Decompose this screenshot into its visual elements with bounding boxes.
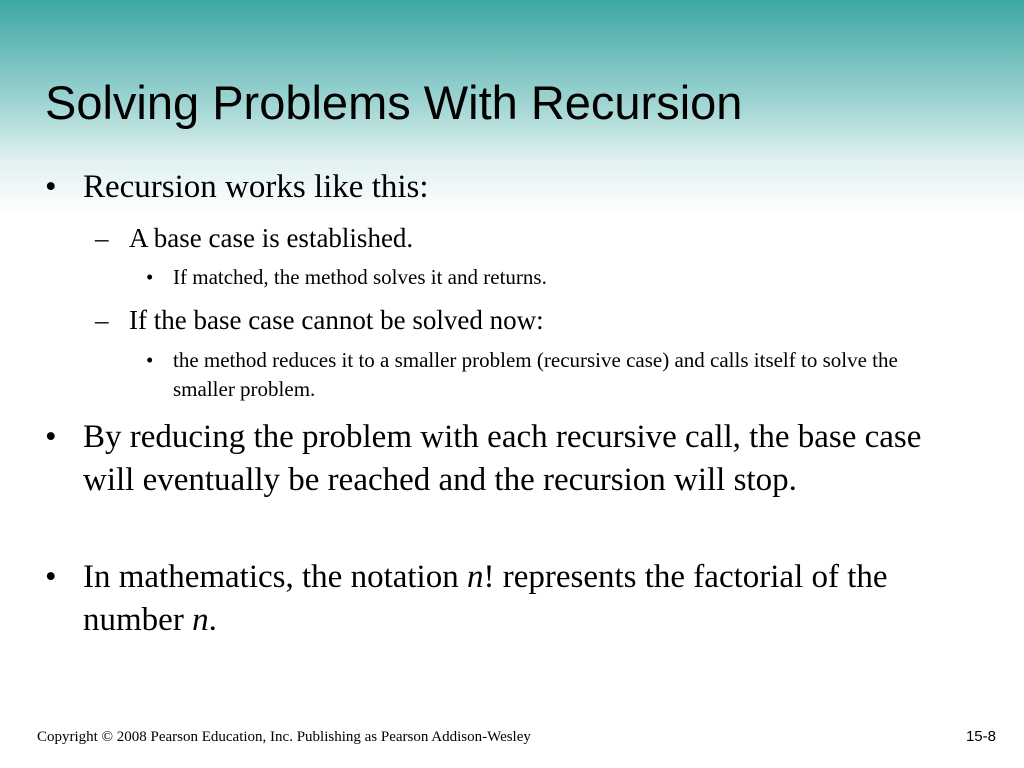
bullet-marker: • (45, 169, 57, 205)
bullet-level3 (146, 346, 966, 406)
text-run: ! represents the factorial of the number (83, 559, 888, 638)
text-run: In mathematics, the notation (83, 559, 467, 595)
bullet-marker: • (45, 559, 57, 595)
bullet-text (83, 556, 963, 642)
bullet-level3 (146, 263, 946, 292)
copyright-footer: Copyright © 2008 Pearson Education, Inc. Publishing as Pearson Addison-Wesley (37, 729, 531, 745)
bullet-text: the method reduces it to a smaller problem (recursive case) and calls itself to solve the smaller problem. (173, 348, 898, 401)
bullet-marker: • (45, 419, 57, 455)
text-run: . (208, 602, 217, 638)
bullet-level1 (45, 166, 965, 209)
bullet-text: By reducing the problem with each recursive call, the base case will eventually be reached and the recursion will stop. (83, 419, 922, 498)
bullet-level2 (95, 221, 895, 255)
dash-marker: – (95, 305, 109, 335)
variable-n: n (192, 602, 209, 638)
page-number: 15-8 (965, 728, 996, 745)
bullet-text: A base case is established. (129, 223, 414, 253)
variable-n: n (466, 559, 484, 595)
slide-title: Solving Problems With Recursion (45, 76, 743, 129)
bullet-level2 (95, 303, 895, 337)
bullet-marker: • (146, 265, 154, 289)
dash-marker: – (95, 223, 109, 253)
bullet-text: If the base case cannot be solved now: (129, 305, 544, 335)
bullet-level1 (45, 416, 975, 546)
bullet-text: If matched, the method solves it and returns. (173, 265, 547, 289)
bullet-marker: • (146, 348, 154, 372)
bullet-level1 (45, 556, 975, 646)
bullet-text: Recursion works like this: (83, 169, 429, 205)
